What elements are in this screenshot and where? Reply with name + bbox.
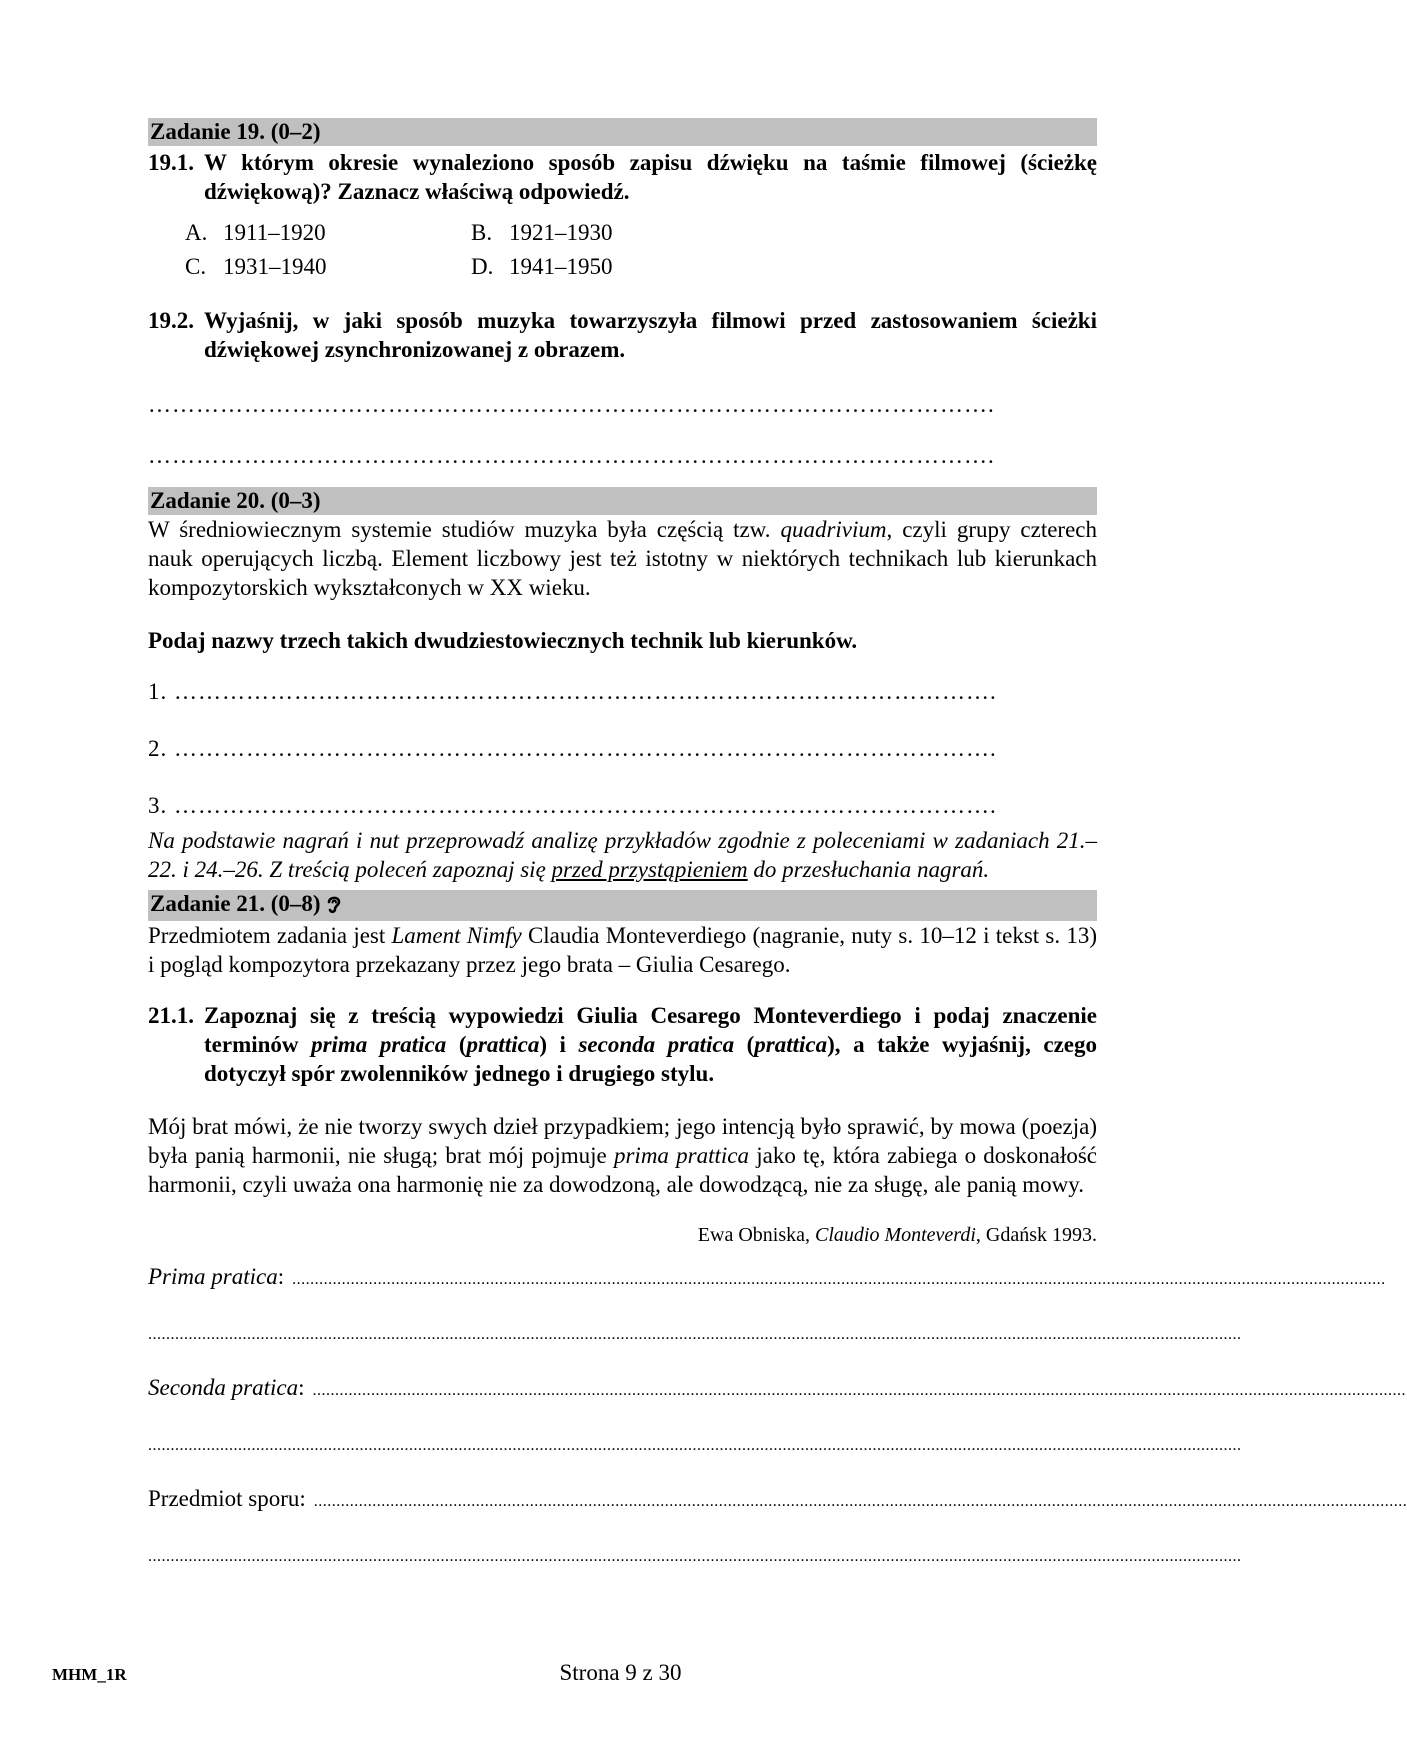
- seconda-pratica-answer[interactable]: [148, 1373, 1406, 1405]
- question-text: Zapoznaj się z treścią wypowiedzi Giulia Cesarego Monteverdiego i podaj znaczenie terminów prima pratica (prattica) i seconda pratica (prattica), a także wyjaśnij, czego dotyczył spór zwolenników jednego i drugiego stylu.: [204, 1003, 1097, 1086]
- answer-options: [185, 218, 1097, 281]
- monteverdi-quote: Mój brat mówi, że nie tworzy swych dzieł przypadkiem; jego intencją było sprawić, by mowa (poezja) była panią harmonii, nie sługą; brat mój pojmuje prima prattica jako tę, która zabiega o doskonałość harmonii, czyli uważa ona harmonię nie za dowodzoną, ale dowodzącą, nie za sługę, ale panią mowy.: [148, 1114, 1098, 1197]
- task-20-intro: W średniowiecznym systemie studiów muzyka była częścią tzw. quadrivium, czyli grupy czterech nauk operujących liczbą. Element liczbowy jest też istotny w niektórych technikach lub kierunkach kompozytorskich wykształconych w XX wieku.: [148, 517, 1097, 600]
- answer-line-2[interactable]: 2. ………………………………………………………………………………………….: [148, 736, 997, 761]
- prima-pratica-answer[interactable]: [148, 1262, 1386, 1294]
- question-19-1: [148, 148, 1097, 206]
- listening-instruction: Na podstawie nagrań i nut przeprowadź analizę przykładów zgodnie z poleceniami w zadaniach 21.–22. i 24.–26. Z treścią poleceń zapoznaj się przed przystąpieniem do przesłuchania nagrań.: [148, 828, 1097, 882]
- task-21-intro: Przedmiotem zadania jest Lament Nimfy Claudia Monteverdiego (nagranie, nuty s. 10–12 i tekst s. 13) i pogląd kompozytora przekazany przez jego brata – Giulia Cesarego.: [148, 923, 1097, 977]
- question-number: 19.2.: [148, 308, 194, 333]
- answer-line[interactable]: ...................................................................................................................................................................................................................................................: [148, 1548, 1242, 1565]
- question-21-1: [148, 1001, 1097, 1088]
- ear-icon: [325, 894, 343, 920]
- seconda-pratica-label: Seconda pratica:: [148, 1375, 305, 1400]
- answer-line[interactable]: …………………………………………………………………………………………….: [148, 392, 995, 417]
- prima-pratica-label: Prima pratica:: [148, 1264, 285, 1289]
- option-c[interactable]: C. 1931–1940: [185, 254, 327, 279]
- task-20-header: Zadanie 20. (0–3): [148, 487, 1097, 515]
- task-20-command: Podaj nazwy trzech takich dwudziestowiecznych technik lub kierunków.: [148, 628, 858, 653]
- exam-page: [148, 118, 1407, 1571]
- page-number: Strona 9 z 30: [559, 1660, 682, 1685]
- option-d[interactable]: D. 1941–1950: [471, 254, 613, 279]
- task-19-header: Zadanie 19. (0–2): [148, 118, 1097, 146]
- question-text: Wyjaśnij, w jaki sposób muzyka towarzyszyła filmowi przed zastosowaniem ścieżki dźwiękowej zsynchronizowanej z obrazem.: [204, 308, 1097, 362]
- answer-dots[interactable]: ...................................................................................................................................................................................................................................................: [312, 1382, 1406, 1399]
- answer-line[interactable]: ...................................................................................................................................................................................................................................................: [148, 1326, 1242, 1343]
- option-b[interactable]: B. 1921–1930: [471, 220, 613, 245]
- question-number: 21.1.: [148, 1003, 194, 1028]
- option-a[interactable]: A. 1911–1920: [185, 220, 326, 245]
- question-19-2: [148, 306, 1097, 364]
- exam-code: MHM_1R: [52, 1665, 127, 1684]
- answer-line[interactable]: ...................................................................................................................................................................................................................................................: [148, 1437, 1242, 1454]
- quote-source: Ewa Obniska, Claudio Monteverdi, Gdańsk 1993.: [697, 1224, 1097, 1246]
- przedmiot-sporu-answer[interactable]: [148, 1484, 1407, 1516]
- answer-line-3[interactable]: 3. ………………………………………………………………………………………….: [148, 793, 997, 818]
- task-21-header: Zadanie 21. (0–8): [148, 890, 1097, 921]
- answer-dots[interactable]: ...................................................................................................................................................................................................................................................: [292, 1271, 1386, 1288]
- question-number: 19.1.: [148, 150, 194, 175]
- question-text: W którym okresie wynaleziono sposób zapisu dźwięku na taśmie filmowej (ścieżkę dźwiękową)? Zaznacz właściwą odpowiedź.: [204, 150, 1097, 204]
- answer-line[interactable]: …………………………………………………………………………………………….: [148, 443, 995, 468]
- answer-dots[interactable]: ...................................................................................................................................................................................................................................................: [313, 1493, 1407, 1510]
- przedmiot-sporu-label: Przedmiot sporu:: [148, 1486, 306, 1511]
- answer-line-1[interactable]: 1. ………………………………………………………………………………………….: [148, 679, 997, 704]
